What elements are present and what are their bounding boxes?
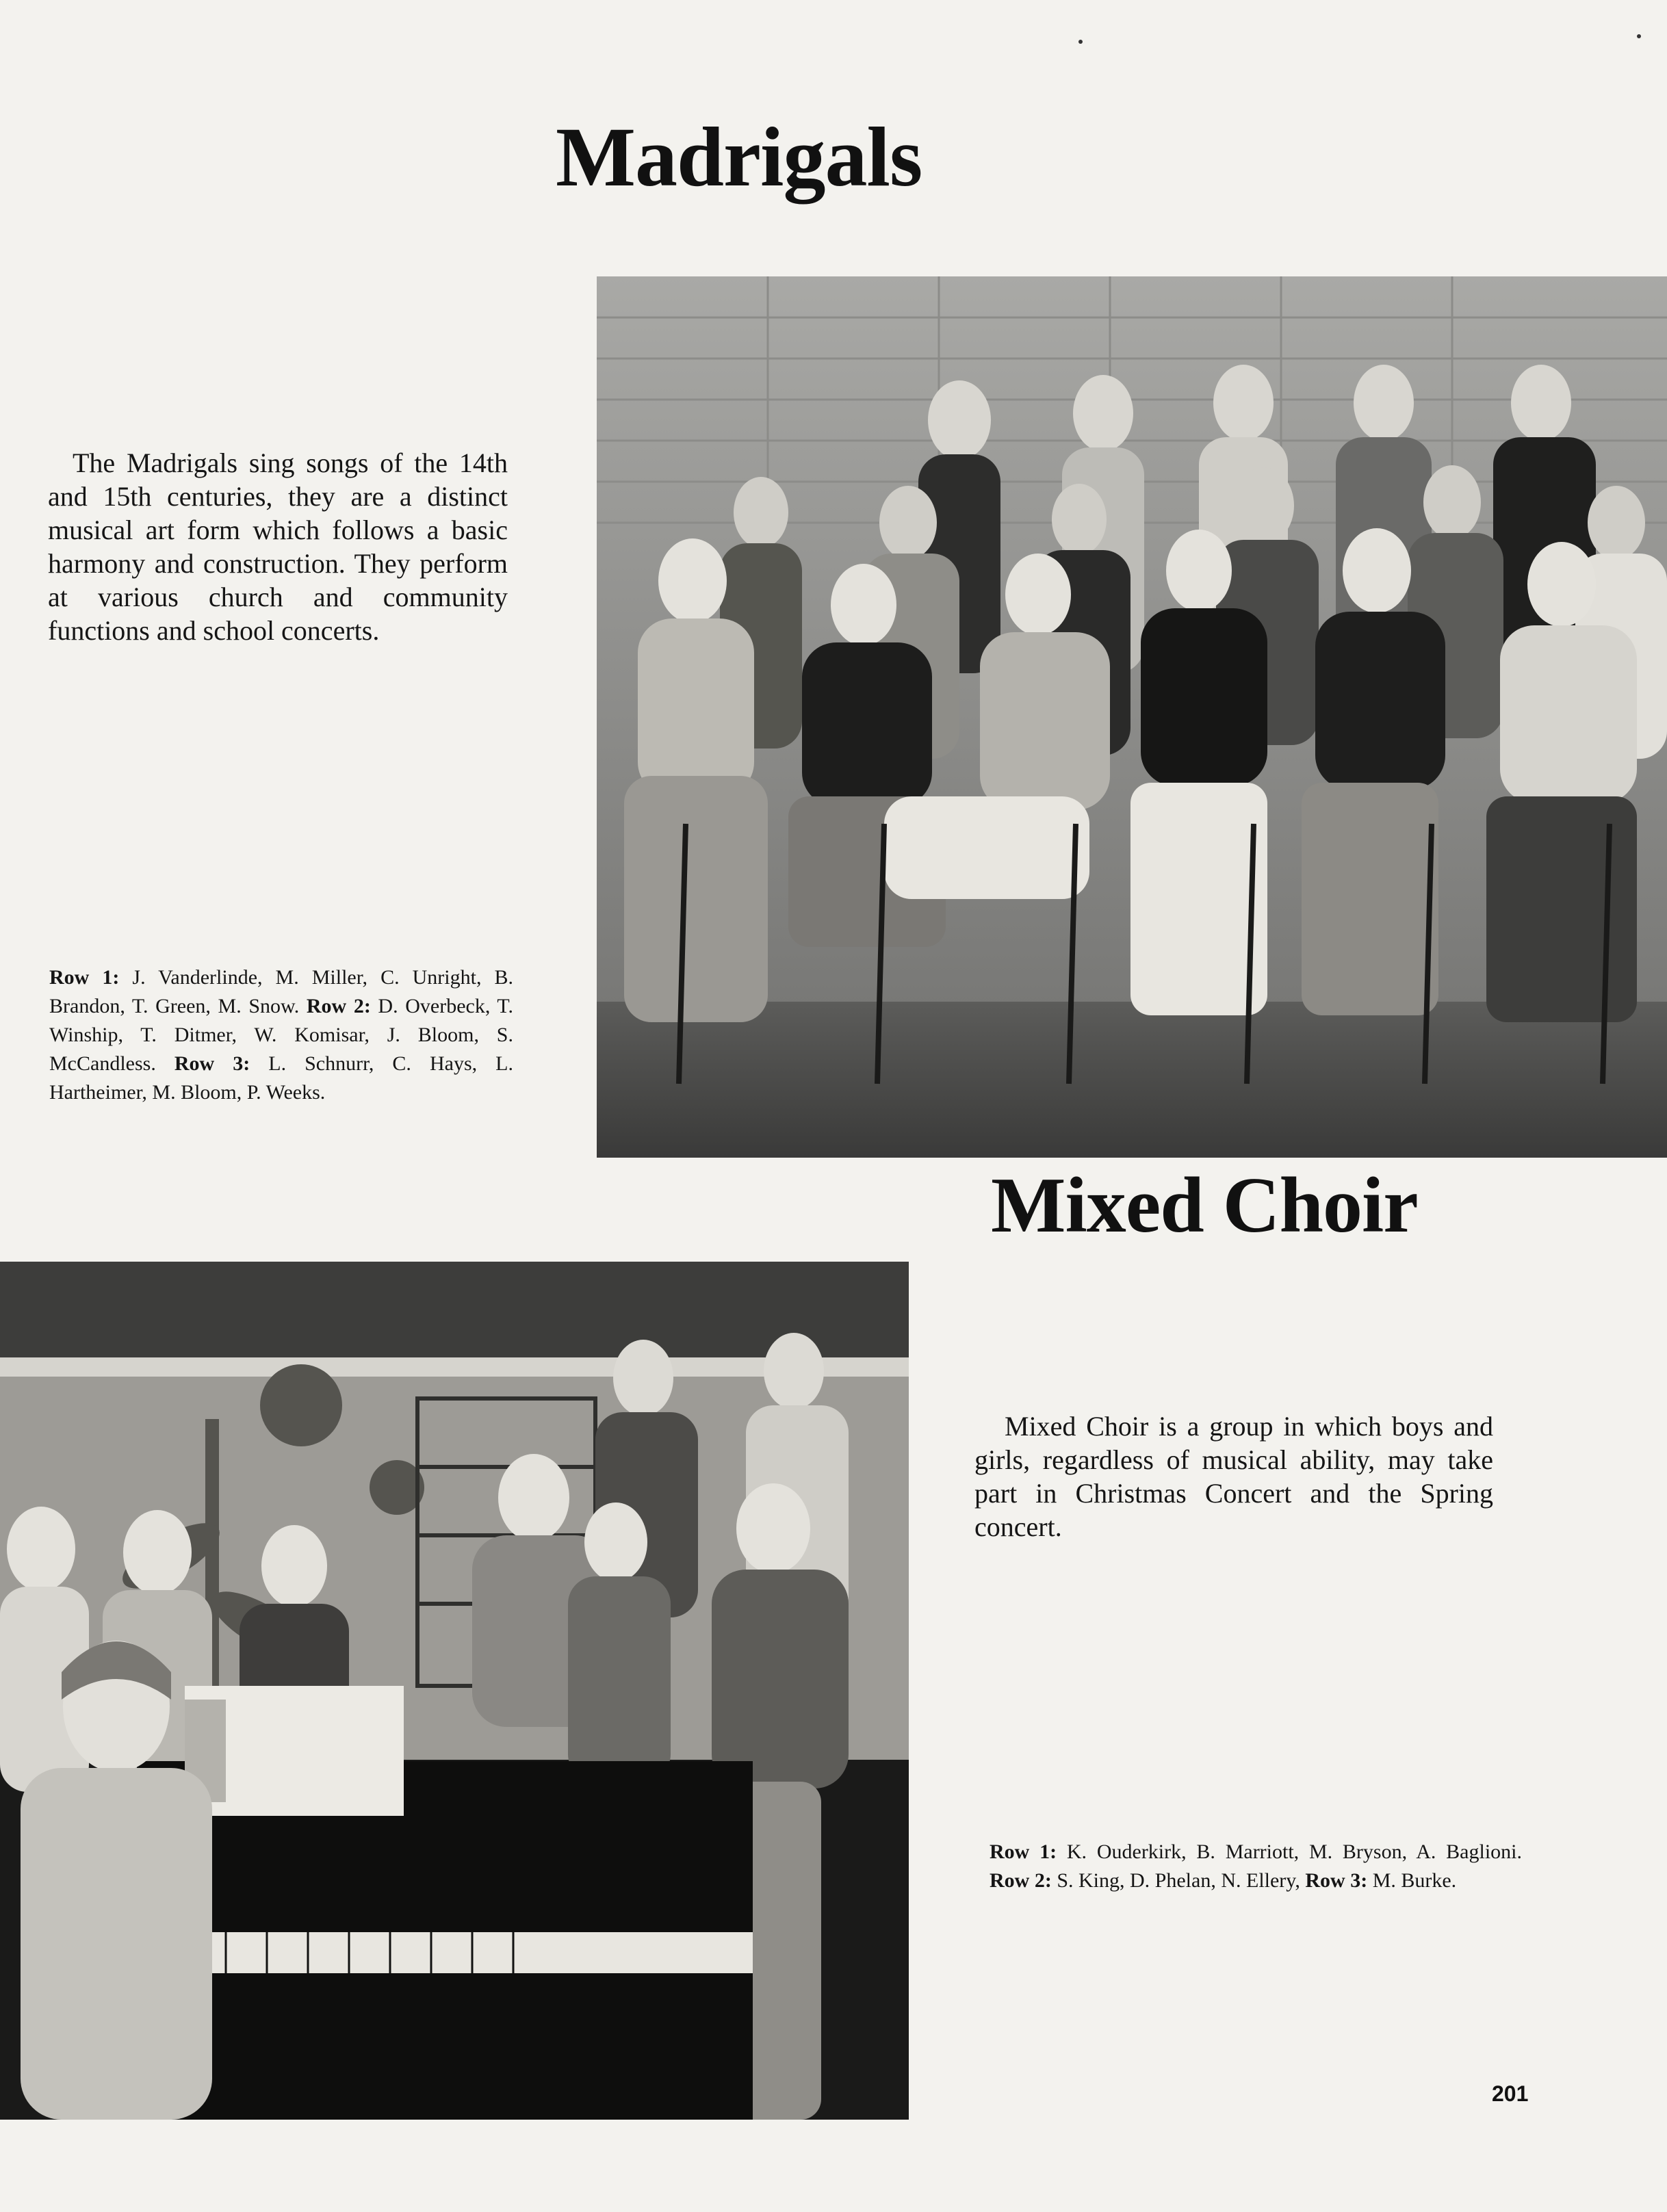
madrigals-description: The Madrigals sing songs of the 14th and 15th centuries, they are a distinct musical art form which follows a basic harmony and construction. They perform at various church and community functions and school concerts.: [48, 447, 508, 646]
caption-row-names: D. Overbeck, T. Winship, T. Ditmer, W. Komisar, J. Bloom, S. McCandless.: [49, 995, 514, 1075]
caption-row-label: Row 3:: [1305, 1869, 1368, 1892]
caption-row-names: L. Schnurr, C. Hays, L. Hartheimer, M. Bloom, P. Weeks.: [49, 1052, 513, 1104]
mixed-choir-caption: [990, 1838, 1522, 1895]
caption-row-names: S. King, D. Phelan, N. Ellery,: [1051, 1869, 1306, 1892]
caption-row-names: J. Vanderlinde, M. Miller, C. Unright, B. Brandon, T. Green, M. Snow.: [49, 966, 513, 1017]
caption-row-label: Row 1:: [990, 1840, 1057, 1863]
mixed-choir-group-photo: [0, 1262, 909, 2120]
print-speck: [1637, 34, 1641, 38]
mixed-choir-heading: Mixed Choir: [991, 1162, 1418, 1249]
madrigals-caption: [49, 963, 513, 1107]
madrigals-group-photo: [597, 276, 1667, 1158]
caption-row-names: K. Ouderkirk, B. Marriott, M. Bryson, A. Baglioni.: [1057, 1840, 1522, 1863]
caption-row-label: Row 2:: [306, 995, 371, 1017]
caption-row-names: M. Burke.: [1367, 1869, 1457, 1892]
madrigals-heading: Madrigals: [556, 110, 922, 204]
page-number: 201: [1492, 2081, 1529, 2106]
caption-row-label: Row 2:: [990, 1869, 1052, 1892]
print-speck: [1078, 40, 1083, 44]
mixed-choir-description: Mixed Choir is a group in which boys and girls, regardless of musical ability, may take part in Christmas Concert and the Spring concert.: [974, 1411, 1493, 1542]
caption-row-label: Row 3:: [174, 1052, 250, 1075]
caption-row-label: Row 1:: [49, 966, 120, 989]
